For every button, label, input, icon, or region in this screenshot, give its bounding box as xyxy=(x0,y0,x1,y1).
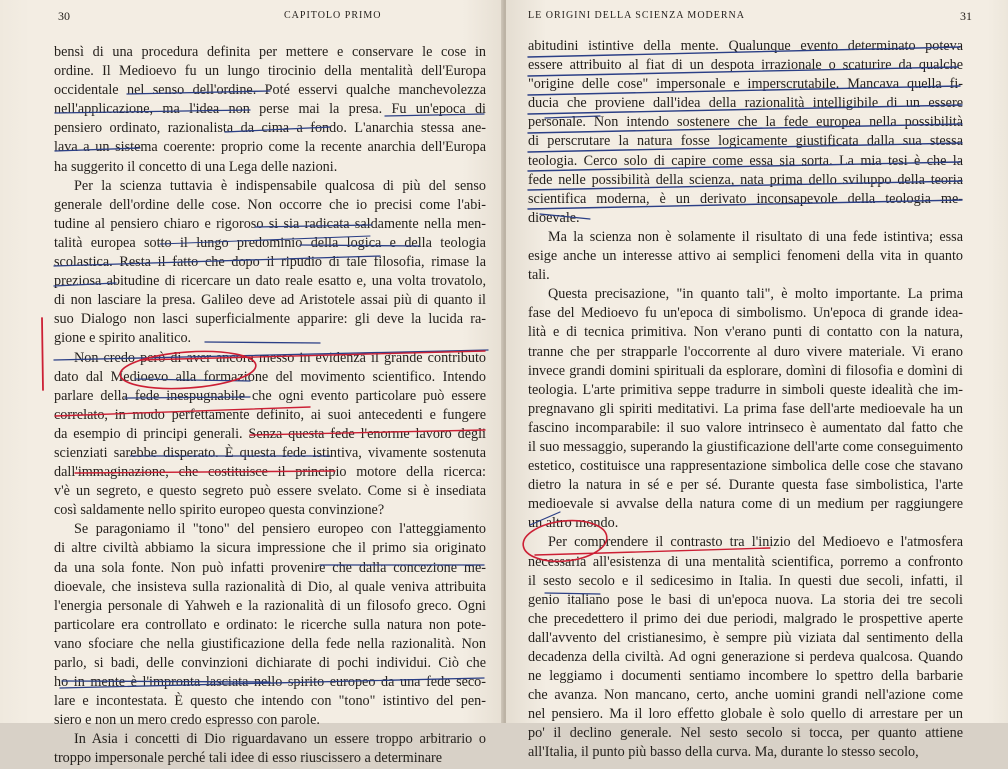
text-line: da esempio di principi generali. Senza questa fede l'enorme lavoro degli xyxy=(54,425,486,442)
text-line: di non lasciare la presa. Galileo deve ad Aristotele assai più di quanto il xyxy=(54,292,486,309)
text-line: scienziati sarebbe disperato. È questa fede istintiva, vivamente sostenuta xyxy=(54,444,486,461)
right-running-head: LE ORIGINI DELLA SCIENZA MODERNA xyxy=(528,10,745,21)
right-page-body xyxy=(528,37,963,763)
text-line: il suo messaggio, superando la giustificazione dell'arte come conseguimento xyxy=(528,438,963,455)
text-line: po' il declino generale. Nel sesto secolo si tocca, per quanto attiene xyxy=(528,725,963,742)
right-page xyxy=(506,0,1008,761)
text-line: gione e spirito analitico. xyxy=(54,330,192,347)
text-line: dietro la natura in sé e per sé. Durante questa fase simbolistica, l'arte xyxy=(528,477,963,494)
text-line: dioevale. xyxy=(528,209,580,226)
text-line: scolastica. Resta il fatto che dopo il ripudio di tale filosofia, rimase la xyxy=(54,254,486,271)
text-line: pensiero ordinato, razionalista da cima a fondo. L'anarchia stessa ane- xyxy=(54,120,486,137)
text-line: fascino incomparabile: il suo valore intrinseco è aumentato dal fatto che xyxy=(528,419,963,436)
text-line: ducia che proviene dall'idea della razionalità intelligibile di un essere xyxy=(528,95,963,112)
text-line: fede nelle possibilità della scienza, nata prima dello sviluppo della teoria xyxy=(528,171,963,188)
text-line: talità europea sotto il lungo predominio della logica e della teologia xyxy=(54,234,486,251)
text-line: dioevale, che insisteva sulla razionalità di Dio, al quale veniva attribuita xyxy=(54,578,486,595)
text-line: teologia. Cerco solo di capire come essa sia sorta. La mia tesi è che la xyxy=(528,152,963,169)
text-line: da una sola fonte. Non può infatti provenire che dalla concezione me- xyxy=(54,559,486,576)
text-line: lità e di tecnica primitiva. Non v'erano punti di contatto con la natura, xyxy=(528,324,963,341)
text-line: medioevale si avvalse della natura come di un medium per raggiungere xyxy=(528,496,963,513)
text-line: tranne che per strapparle l'occorrente al duro vivere materiale. Vi erano xyxy=(528,343,963,360)
text-line: lava a un sistema coerente: proprio come la recente anarchia dell'Europa xyxy=(54,139,486,156)
text-line: parlare della fede inespugnabile che ogni evento particolare può essere xyxy=(54,387,486,404)
right-page-number: 31 xyxy=(960,9,972,23)
text-line: Per la scienza tuttavia è indispensabile qualcosa di più del senso xyxy=(74,177,486,194)
text-line: Se paragoniamo il "tono" del pensiero europeo con l'atteggiamento xyxy=(74,521,486,538)
text-line: teologia. L'arte primitiva seppe tradurre in simboli queste idealità che im- xyxy=(528,381,963,398)
left-page-number: 30 xyxy=(58,9,70,23)
left-page-body xyxy=(54,43,486,769)
text-line: occidentale nel senso dell'ordine. Poté esservi qualche manchevolezza xyxy=(54,82,486,99)
text-line: invece grandi domini spirituali da esplorare, domìni di filosofia e domìni di xyxy=(528,362,963,379)
text-line: Non credo però di aver ancora messo in evidenza il grande contributo xyxy=(74,349,486,366)
text-line: "origine delle cose" impersonale e imperscrutabile. Mancava quella fi- xyxy=(528,76,963,93)
text-line: genio italiano pose le basi di un'epoca nuova. La storia dei tre secoli xyxy=(528,591,963,608)
text-line: tudine al pensiero chiaro e rigoroso si sia radicata saldamente nella men- xyxy=(54,215,486,232)
text-line: generale dell'ordine delle cose. Non occorre che io precisi come l'abi- xyxy=(54,196,486,213)
text-line: necessaria all'esistenza di una mentalità scientifica, porremo a confronto xyxy=(528,553,963,570)
text-line: pregnavano gli spiriti meditativi. La prima fase dell'arte medioevale ha un xyxy=(528,400,963,417)
left-page xyxy=(0,0,503,767)
text-line: lare e incontestata. È questo che intendo con "tono" istintivo del pen- xyxy=(54,693,486,710)
text-line: preziosa abitudine di ricercare un dato reale esatto e, una volta trovatolo, xyxy=(54,273,486,290)
text-line: parlo, si badi, delle convinzioni dichiarate di pochi individui. Ciò che xyxy=(54,655,486,671)
text-line: che avanza. Non mancano, certo, anche uomini grandi nell'azione come xyxy=(528,687,963,704)
text-line: un altro mondo. xyxy=(528,515,619,532)
text-line: particolare era controllato e ordinato: le ricerche sulla natura non pote- xyxy=(54,616,486,633)
text-line: Ma la scienza non è solamente il risultato di una fede istintiva; essa xyxy=(548,228,963,245)
text-line: di altre civiltà abbiamo la sicura impressione che il primo sia originato xyxy=(54,540,486,557)
text-line: all'Italia, il punto più basso della curva. Ma, durante lo stesso secolo, xyxy=(528,744,919,761)
text-line: Questa precisazione, "in quanto tali", è molto importante. La prima xyxy=(548,286,963,303)
text-line: Per comprendere il contrasto tra l'inizio del Medioevo e l'atmosfera xyxy=(548,534,963,551)
text-line: ne leggiamo i documenti sentiamo incombere lo spettro della barbarie xyxy=(528,668,963,685)
text-line: nel pensiero. Ma il loro effetto globale è solo quello di arrestare per un xyxy=(528,706,963,723)
text-line: essere attribuito al fiat di un despota irrazionale o scaturire da qualche xyxy=(528,57,963,74)
text-line: di perscrutare la natura fosse logicamente giustificata dalla sua stessa xyxy=(528,133,963,150)
text-line: che precedettero il primo dei due periodi, malgrado le prospettive aperte xyxy=(528,610,963,627)
text-line: il sesto secolo e il sedicesimo in Italia. In questi due secoli, infatti, il xyxy=(528,572,963,589)
text-line: l'energia personale di Yahweh e la razionalità di un filosofo greco. Ogni xyxy=(54,597,486,614)
text-line: v'è un segreto, e questo segreto può essere svelato. Come si è insediata xyxy=(54,483,486,500)
text-line: scientifica moderna, è un derivato inconsapevole della teologia me- xyxy=(528,190,963,207)
text-line: ho in mente è l'impronta lasciata nello spirito europeo da una fede seco- xyxy=(54,674,486,691)
text-line: esige anche un interesse attivo ai semplici fenomeni della vita in quanto xyxy=(528,248,963,265)
text-line: In Asia i concetti di Dio riguardavano un essere troppo arbitrario o xyxy=(74,731,486,748)
text-line: nell'applicazione, ma l'idea non perse mai la presa. Fu un'epoca di xyxy=(54,101,486,118)
text-line: estetico, costituisce una rappresentazione simbolica delle cose che stavano xyxy=(528,458,963,475)
text-line: bensì di una procedura definita per mettere e conservare le cose in xyxy=(54,44,486,60)
text-line: ordine. Il Medioevo fu un lungo tirocinio della mentalità dell'Europa xyxy=(54,63,486,80)
text-line: decadenza della civiltà. Ad ogni generazione si perdeva qualcosa. Quando xyxy=(528,649,963,665)
left-running-head: CAPITOLO PRIMO xyxy=(284,10,382,21)
text-line: abitudini istintive della mente. Qualunque evento determinato poteva xyxy=(528,38,963,54)
text-line: così saldamente nello spirito europeo questa convinzione? xyxy=(54,502,385,519)
text-line: correlato, in modo perfettamente definito, ai suoi antecedenti e fungere xyxy=(54,406,486,423)
text-line: dato dal Medioevo alla formazione del movimento scientifico. Intendo xyxy=(54,368,486,385)
text-line: fase del Medioevo fu un'epoca di simbolismo. Un'epoca di grande idea- xyxy=(528,305,963,322)
text-line: tali. xyxy=(528,267,550,284)
right-running-header xyxy=(528,10,972,24)
text-line: suo Dialogo non lasci superficialmente apparire: gli deve la lucida ra- xyxy=(54,311,486,328)
left-running-header xyxy=(58,10,489,24)
text-line: personale. Non intendo sostenere che la fede europea nella possibilità xyxy=(528,114,963,131)
text-line: dall'immaginazione, che costituisce il principio motore della ricerca: xyxy=(54,464,486,481)
text-line: dall'avvento del cristianesimo, è sempre più viziata dal sentimento della xyxy=(528,629,963,646)
text-line: troppo impersonale perché tali idee di esso riuscissero a determinare xyxy=(54,750,443,767)
text-line: ha suggerito il concetto di una Lega delle nazioni. xyxy=(54,158,338,175)
text-line: siero e non un mero credo espresso con parole. xyxy=(54,712,320,729)
text-line: vano sfociare che nella giustificazione della fede nella razionalità. Non xyxy=(54,635,486,652)
